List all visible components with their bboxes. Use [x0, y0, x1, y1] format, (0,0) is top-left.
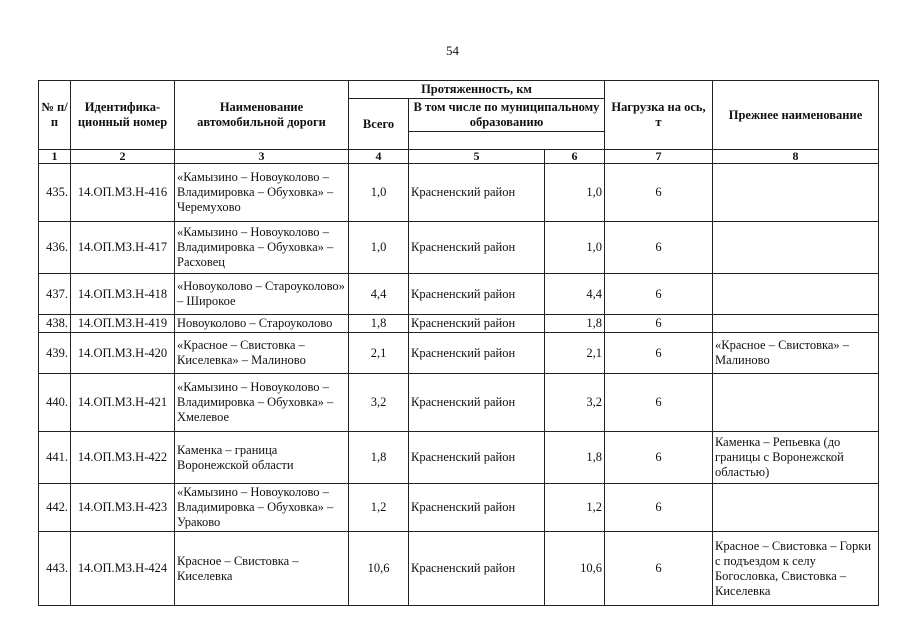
axle-load-cell: 6 [605, 333, 713, 374]
road-id-cell: 14.ОП.МЗ.Н-420 [71, 333, 175, 374]
length-total-cell: 1,8 [349, 315, 409, 333]
row-number-cell: 436. [39, 222, 71, 274]
previous-name-cell: Каменка – Репьевка (до границы с Воронежской областью) [713, 432, 879, 484]
column-number: 1 [39, 150, 71, 164]
table-row [39, 532, 879, 606]
previous-name-cell [713, 164, 879, 222]
row-number-cell: 442. [39, 484, 71, 532]
page-number: 54 [446, 43, 459, 58]
road-name-cell: Красное – Свистовка – Киселевка [175, 532, 349, 606]
axle-load-cell: 6 [605, 164, 713, 222]
row-number-cell: 439. [39, 333, 71, 374]
previous-name-cell [713, 274, 879, 315]
axle-load-cell: 6 [605, 222, 713, 274]
previous-name-cell: «Красное – Свистовка» – Малиново [713, 333, 879, 374]
header-name: Наименование автомобильной дороги [175, 81, 349, 150]
table-row [39, 333, 879, 374]
length-municipal-cell: 1,2 [545, 484, 605, 532]
municipality-cell: Красненский район [409, 333, 545, 374]
road-name-cell: Каменка – граница Воронежской области [175, 432, 349, 484]
length-total-cell: 2,1 [349, 333, 409, 374]
table-header [39, 81, 879, 164]
road-id-cell: 14.ОП.МЗ.Н-421 [71, 374, 175, 432]
road-id-cell: 14.ОП.МЗ.Н-417 [71, 222, 175, 274]
municipality-cell: Красненский район [409, 484, 545, 532]
length-total-cell: 10,6 [349, 532, 409, 606]
table-row [39, 484, 879, 532]
length-municipal-cell: 1,0 [545, 164, 605, 222]
header-id: Идентифика-ционный номер [71, 81, 175, 150]
axle-load-cell: 6 [605, 274, 713, 315]
table-row [39, 164, 879, 222]
column-number: 5 [409, 150, 545, 164]
length-total-cell: 1,0 [349, 164, 409, 222]
road-name-cell: «Камызино – Новоуколово – Владимировка – Обуховка» – Ураково [175, 484, 349, 532]
table-row [39, 274, 879, 315]
road-name-cell: «Камызино – Новоуколово – Владимировка – Обуховка» – Расховец [175, 222, 349, 274]
length-total-cell: 4,4 [349, 274, 409, 315]
length-municipal-cell: 3,2 [545, 374, 605, 432]
length-municipal-cell: 2,1 [545, 333, 605, 374]
previous-name-cell [713, 315, 879, 333]
row-number-cell: 440. [39, 374, 71, 432]
column-number: 4 [349, 150, 409, 164]
row-number-cell: 443. [39, 532, 71, 606]
municipality-cell: Красненский район [409, 532, 545, 606]
axle-load-cell: 6 [605, 532, 713, 606]
road-id-cell: 14.ОП.МЗ.Н-424 [71, 532, 175, 606]
previous-name-cell [713, 374, 879, 432]
header-num: № п/п [39, 81, 71, 150]
column-number: 2 [71, 150, 175, 164]
header-load: Нагрузка на ось, т [605, 81, 713, 150]
header-length-group: Протяженность, км [349, 81, 605, 99]
municipality-cell: Красненский район [409, 274, 545, 315]
road-id-cell: 14.ОП.МЗ.Н-416 [71, 164, 175, 222]
table-row [39, 432, 879, 484]
road-name-cell: «Новоуколово – Староуколово» – Широкое [175, 274, 349, 315]
length-municipal-cell: 1,8 [545, 315, 605, 333]
municipality-cell: Красненский район [409, 374, 545, 432]
road-id-cell: 14.ОП.МЗ.Н-419 [71, 315, 175, 333]
column-number: 6 [545, 150, 605, 164]
length-municipal-cell: 4,4 [545, 274, 605, 315]
previous-name-cell [713, 484, 879, 532]
table-row [39, 315, 879, 333]
length-municipal-cell: 1,0 [545, 222, 605, 274]
municipality-cell: Красненский район [409, 164, 545, 222]
column-number: 3 [175, 150, 349, 164]
road-id-cell: 14.ОП.МЗ.Н-423 [71, 484, 175, 532]
header-including: В том числе по муниципальному образованию [409, 99, 605, 132]
column-number: 8 [713, 150, 879, 164]
header-total: Всего [349, 99, 409, 150]
axle-load-cell: 6 [605, 484, 713, 532]
length-total-cell: 3,2 [349, 374, 409, 432]
previous-name-cell: Красное – Свистовка – Горки с подъездом к селу Богословка, Свистовка – Киселевка [713, 532, 879, 606]
length-total-cell: 1,8 [349, 432, 409, 484]
previous-name-cell [713, 222, 879, 274]
column-number: 7 [605, 150, 713, 164]
row-number-cell: 435. [39, 164, 71, 222]
axle-load-cell: 6 [605, 374, 713, 432]
row-number-cell: 437. [39, 274, 71, 315]
length-total-cell: 1,0 [349, 222, 409, 274]
municipality-cell: Красненский район [409, 432, 545, 484]
road-name-cell: «Камызино – Новоуколово – Владимировка – Обуховка» – Хмелевое [175, 374, 349, 432]
road-name-cell: Новоуколово – Староуколово [175, 315, 349, 333]
road-id-cell: 14.ОП.МЗ.Н-418 [71, 274, 175, 315]
table-row [39, 222, 879, 274]
table-body [39, 164, 879, 606]
road-name-cell: «Красное – Свистовка – Киселевка» – Малиново [175, 333, 349, 374]
column-number-row [39, 150, 879, 164]
length-total-cell: 1,2 [349, 484, 409, 532]
length-municipal-cell: 10,6 [545, 532, 605, 606]
municipality-cell: Красненский район [409, 315, 545, 333]
axle-load-cell: 6 [605, 432, 713, 484]
road-name-cell: «Камызино – Новоуколово – Владимировка – Обуховка» – Черемухово [175, 164, 349, 222]
row-number-cell: 441. [39, 432, 71, 484]
axle-load-cell: 6 [605, 315, 713, 333]
road-id-cell: 14.ОП.МЗ.Н-422 [71, 432, 175, 484]
municipality-cell: Красненский район [409, 222, 545, 274]
length-municipal-cell: 1,8 [545, 432, 605, 484]
row-number-cell: 438. [39, 315, 71, 333]
header-previous: Прежнее наименование [713, 81, 879, 150]
table-row [39, 374, 879, 432]
roads-table [38, 80, 879, 606]
